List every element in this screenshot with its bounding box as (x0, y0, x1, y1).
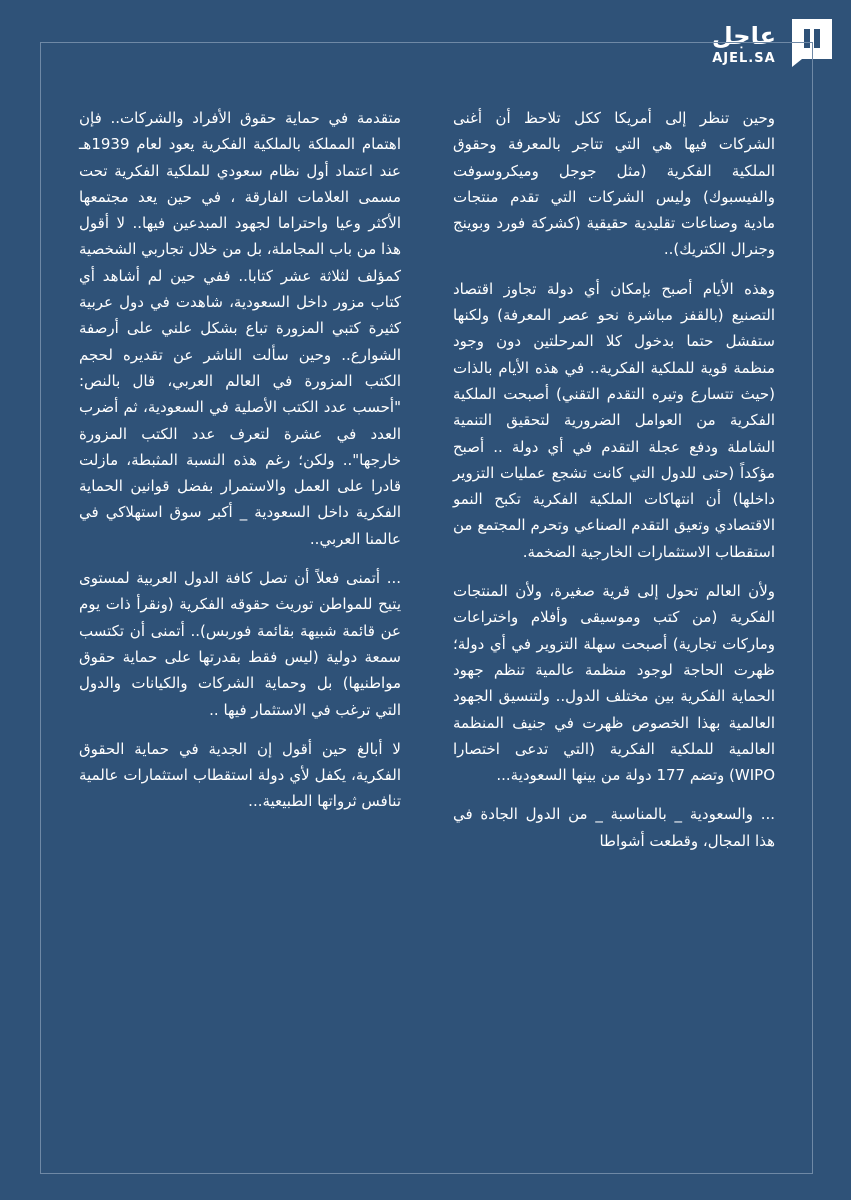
article-paragraph: لا أبالغ حين أقول إن الجدية في حماية الحقوق الفكرية، يكفل لأي دولة استقطاب استثمارات عالمية تنافس ثرواتها الطبيعية... (79, 739, 401, 811)
article-column-right (453, 105, 775, 867)
article-frame (40, 42, 813, 1174)
article-paragraph: وحين تنظر إلى أمريكا ككل تلاحظ أن أغنى الشركات فيها هي التي تتاجر بالمعرفة وحقوق الملكية الفكرية (مثل جوجل وميكروسوفت والفيسبوك) وليس الشركات التي تقدم منتجات مادية وصناعات تقليدية حقيقية (كشركة فورد وبوينج وجنرال الكتريك).. (453, 109, 775, 259)
article-paragraph: وهذه الأيام أصبح بإمكان أي دولة تجاوز اقتصاد التصنيع (بالقفز مباشرة نحو عصر المعرفة) ولكنها ستفشل حتما بدخول كلا المرحلتين دون وجود منظمة قوية للملكية الفكرية.. في هذه الأيام بالذات (حيث تتسارع وتيره التقدم التقني) أصبحت الملكية الفكرية من العوامل الضرورية لتحقيق التنمية الشاملة ودفع عجلة التقدم في أي دولة .. أصبح مؤكداً (حتى للدول التي كانت تشجع عمليات التزوير داخلها) أن انتهاكات الملكية الفكرية تكبح النمو الاقتصادي وتعيق التقدم الصناعي وتحرم المجتمع من استقطاب الاستثمارات الخارجية الضخمة. (453, 279, 775, 561)
article-paragraph: ولأن العالم تحول إلى قرية صغيرة، ولأن المنتجات الفكرية (من كتب وموسيقى وأفلام واختراعات وماركات تجارية) أصبحت سهلة التزوير في أي دولة؛ ظهرت الحاجة لوجود منظمة عالمية تنظم جهود الحماية الفكرية بين مختلف الدول.. ولتنسيق الجهود العالمية بهذا الخصوص ظهرت في جنيف المنظمة العالمية للملكية الفكرية (التي تدعى اختصارا WIPO) وتضم 177 دولة من بينها السعودية... (453, 582, 775, 785)
logo-bar-right (814, 29, 820, 48)
article-paragraph: متقدمة في حماية حقوق الأفراد والشركات.. فإن اهتمام المملكة بالملكية الفكرية يعود لعام 1939هـ عند اعتماد أول نظام سعودي للملكية الفكرية تحت مسمى العلامات الفارقة ، في حين يعد مجتمعها الأكثر وعيا واحتراما لجهود المبدعين فيها.. لا أقول هذا من باب المجاملة، بل من خلال تجاربي الشخصية كمؤلف لثلاثة عشر كتابا.. ففي حين لم أشاهد أي كتاب مزور داخل السعودية، شاهدت في دول عربية كثيرة كتبي المزورة تباع بشكل علني على أرصفة الشوارع.. وحين سألت الناشر عن تقديره لحجم الكتب المزورة في العالم العربي، قال بالنص: "أحسب عدد الكتب الأصلية في السعودية، ثم أضرب العدد في عشرة لتعرف عدد الكتب المزورة خارجها".. ولكن؛ رغم هذه النسبة المثبطة، مازلت قادرا على العمل والاستمرار بفضل قوانين الحماية الفكرية داخل السعودية _ أكبر سوق استهلاكي في عالمنا العربي.. (79, 109, 401, 548)
brand-name-english: AJEL.SA (712, 51, 776, 66)
article-paragraph: ... والسعودية _ بالمناسبة _ من الدول الجادة في هذا المجال، وقطعت أشواطا (453, 805, 775, 850)
article-column-left (79, 105, 401, 828)
brand-name-arabic: عاجل (711, 22, 776, 50)
article-paragraph: ... أتمنى فعلاً أن تصل كافة الدول العربية لمستوى يتيح للمواطن توريث حقوقه الفكرية (ونقرأ ذات يوم عن قائمة شبيهة بقائمة فوربس).. أتمنى أن تكتسب سمعة دولية (ليس فقط بقدرتها على حماية حقوق مواطنيها) بل وحماية الشركات والكيانات والدول التي ترغب في الاستثمار فيها .. (79, 569, 401, 719)
